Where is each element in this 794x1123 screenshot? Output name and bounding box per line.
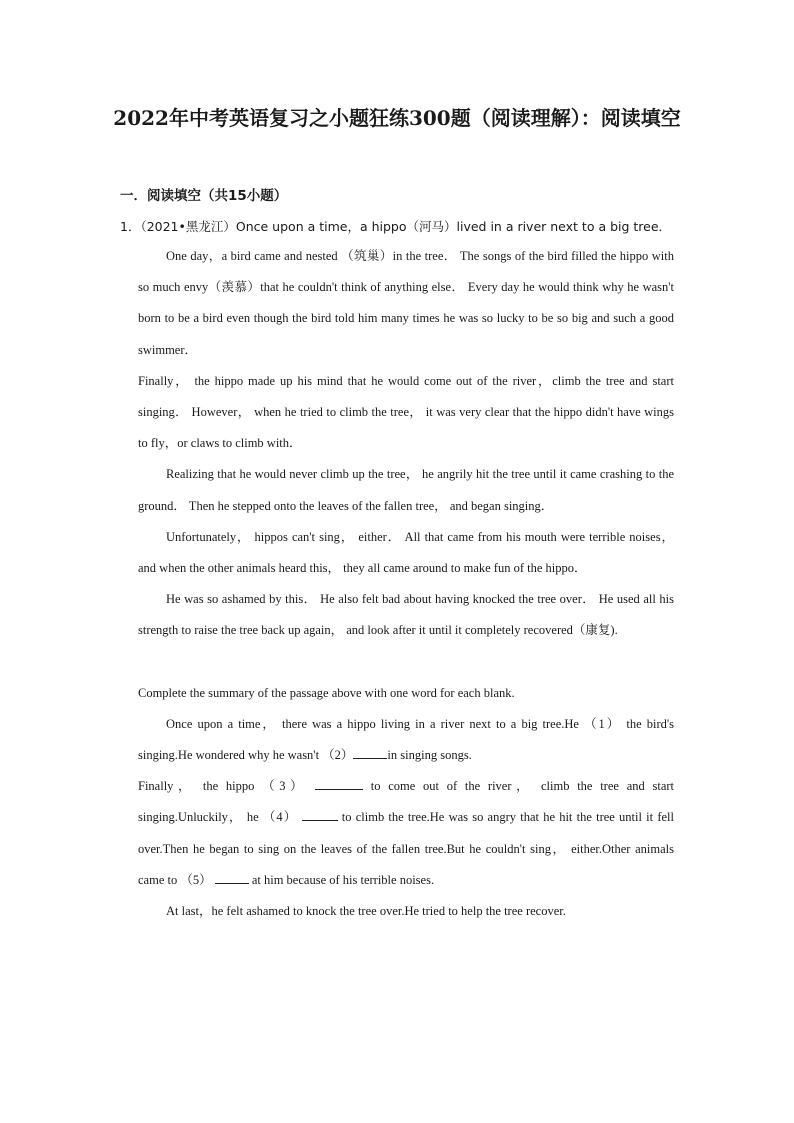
- summary-paragraph-2: [138, 771, 674, 896]
- blank-4[interactable]: [302, 808, 338, 821]
- passage-paragraph-2: Finally， the hippo made up his mind that he would come out of the river，climb the tree and start singing． However， when he tried to climb the tree， it was very clear that the hippo didn't have wings to fly，or claws to climb with．: [138, 373, 674, 451]
- passage-paragraph-4: Unfortunately， hippos can't sing， either． All that came from his mouth were terrible noises， and when the other animals heard this， they all came around to make fun of the hippo．: [138, 529, 674, 576]
- question-intro: 1．（2021•黑龙江）Once upon a time，a hippo（河马）lived in a river next to a big tree．: [120, 219, 672, 234]
- summary-paragraph-3: At last，he felt ashamed to knock the tree over.He tried to help the tree recover.: [166, 904, 566, 919]
- blank-3[interactable]: [315, 777, 363, 790]
- blank-2[interactable]: [353, 746, 387, 759]
- page-title: 2022年中考英语复习之小题狂练300题（阅读理解）：阅读填空: [113, 106, 681, 130]
- section-heading: 一．阅读填空（共15小题）: [120, 188, 288, 204]
- passage-body: [138, 241, 674, 927]
- summary-text-2d: at him because of his terrible noises.: [248, 872, 435, 887]
- summary-text-2b: to come out of the river， climb the tree and start singing.Unluckily， he （4）: [138, 779, 675, 825]
- summary-paragraph-1: [138, 709, 674, 771]
- passage-paragraph-1: One day，a bird came and nested （筑巢）in the tree． The songs of the bird filled the hippo with so much envy（羡慕）that he couldn't think of anything else． Every day he would think why he wasn't born to be a bird even though the bird told him many times he was so lucky to be so big and such a good swimmer．: [138, 249, 674, 357]
- summary-text-2a: Finally， the hippo （3）: [138, 779, 308, 794]
- passage-paragraph-3: Realizing that he would never climb up the tree， he angrily hit the tree until it came crashing to the ground． Then he stepped onto the leaves of the fallen tree， and began singing．: [138, 467, 674, 513]
- summary-text-2c: to climb the tree.He was so angry that he hit the tree until it fell over.Then he began to sing on the leaves of the fallen tree.But he couldn't sing， either.Other animals came to （5）: [138, 810, 675, 887]
- summary-instruction: Complete the summary of the passage above with one word for each blank.: [138, 685, 515, 700]
- passage-paragraph-5: He was so ashamed by this． He also felt bad about having knocked the tree over． He used all his strength to raise the tree back up again， and look after it until it completely recovered（康复).: [138, 592, 674, 638]
- summary-text-1: Once upon a time， there was a hippo living in a river next to a big tree.He （1） the bird's singing.He wondered why he wasn't （2）: [138, 716, 674, 763]
- summary-text-1-end: in singing songs.: [387, 748, 472, 763]
- blank-5[interactable]: [215, 871, 249, 884]
